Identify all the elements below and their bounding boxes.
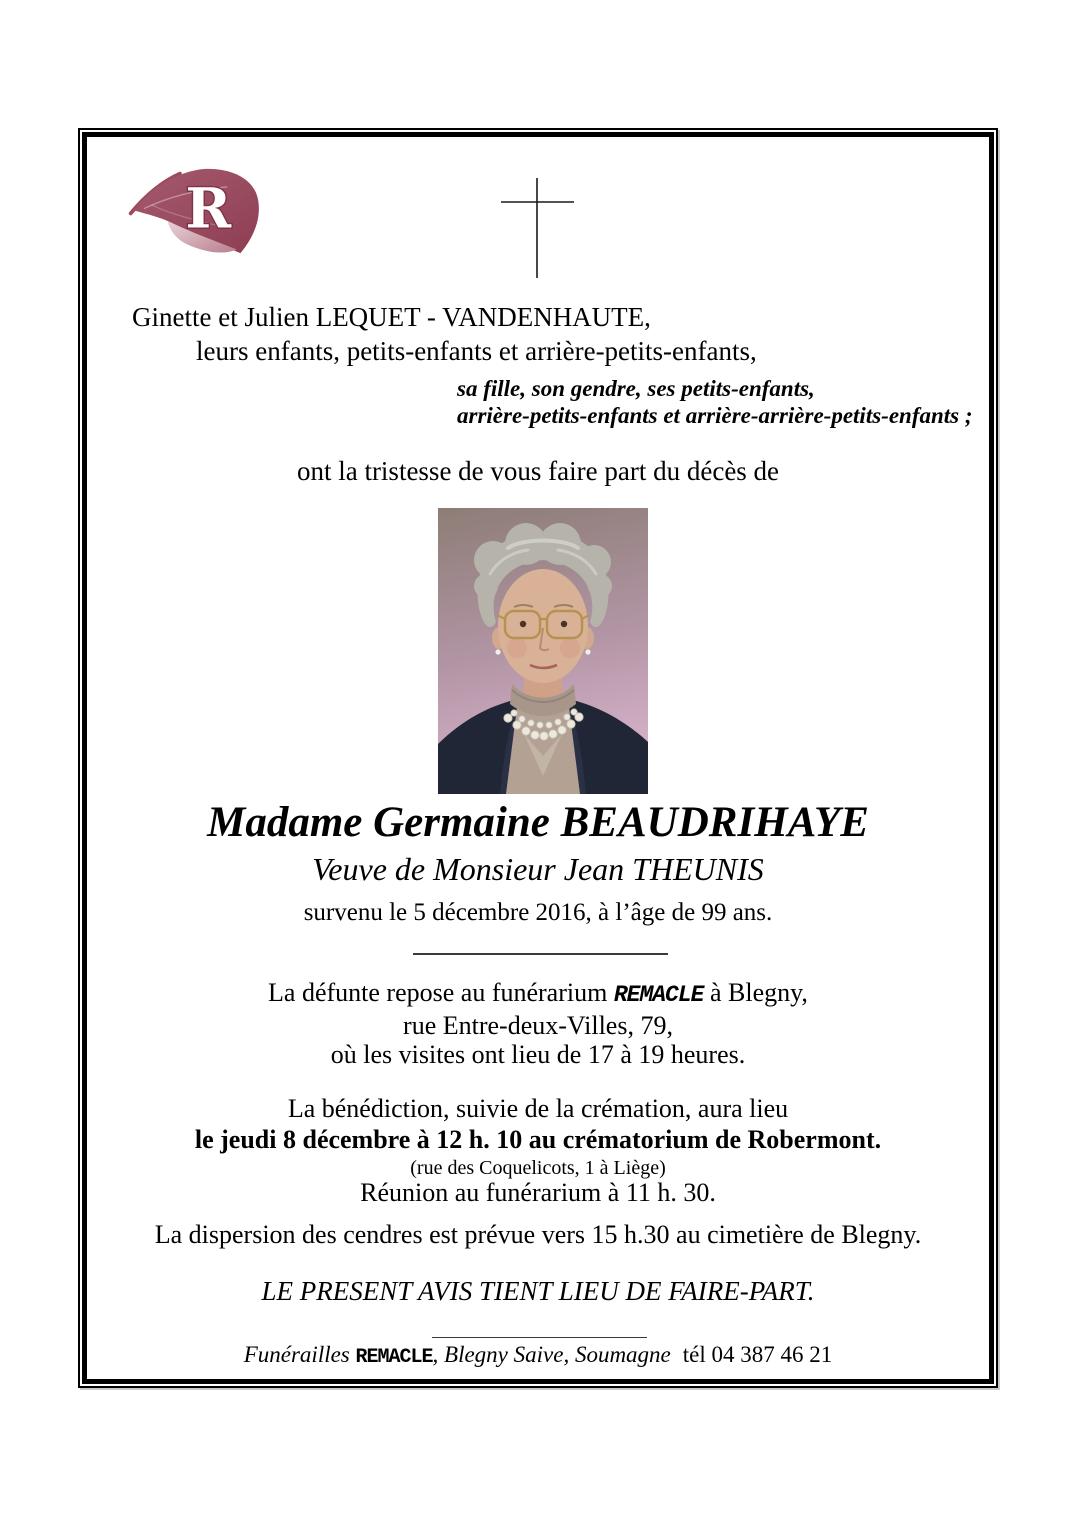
deceased-portrait-photo bbox=[438, 508, 648, 794]
logo-letter: R bbox=[185, 175, 232, 241]
family-line-2: leurs enfants, petits-enfants et arrière-petits-enfants, bbox=[196, 336, 757, 366]
footer-locations: , Blegny Saive, Soumagne bbox=[432, 1342, 671, 1367]
ceremony-line-2: le jeudi 8 décembre à 12 h. 10 au crématorium de Robermont. bbox=[194, 1125, 882, 1154]
family-line-1: Ginette et Julien LEQUET - VANDENHAUTE, bbox=[132, 302, 651, 332]
portrait-illustration bbox=[438, 508, 648, 794]
relatives-line-1: sa fille, son gendre, ses petits-enfants, bbox=[457, 376, 815, 401]
separator-line-top bbox=[413, 953, 668, 955]
faire-part-notice: LE PRESENT AVIS TIENT LIEU DE FAIRE-PART. bbox=[261, 1276, 815, 1306]
repose-line-2: rue Entre-deux-Villes, 79, bbox=[403, 1011, 673, 1040]
widow-line: Veuve de Monsieur Jean THEUNIS bbox=[312, 851, 764, 887]
footer-brand-name: REMACLE bbox=[355, 1346, 433, 1369]
repose-line-3: où les visites ont lieu de 17 à 19 heures. bbox=[330, 1040, 746, 1069]
repose-line-1-suffix: à Blegny, bbox=[703, 978, 808, 1007]
funeral-home-brand-name: REMACLE bbox=[613, 982, 704, 1008]
funeral-home-logo bbox=[125, 160, 267, 262]
footer-phone: tél 04 387 46 21 bbox=[682, 1342, 833, 1367]
separator-line-footer bbox=[432, 1337, 647, 1338]
relatives-line-2: arrière-petits-enfants et arrière-arrière-petits-enfants ; bbox=[457, 403, 973, 428]
funeral-home-footer bbox=[80, 1342, 996, 1369]
repose-line-1 bbox=[80, 978, 996, 1008]
ceremony-line-1: La bénédiction, suivie de la crémation, aura lieu bbox=[287, 1094, 789, 1123]
cross-icon bbox=[492, 174, 582, 282]
repose-line-1-prefix: La défunte repose au funérarium bbox=[268, 978, 614, 1007]
announcement-line: ont la tristesse de vous faire part du décès de bbox=[296, 456, 780, 486]
ashes-dispersion-line: La dispersion des cendres est prévue vers 15 h.30 au cimetière de Blegny. bbox=[154, 1220, 922, 1249]
death-date-line: survenu le 5 décembre 2016, à l’âge de 99 ans. bbox=[303, 899, 773, 926]
announcement-frame bbox=[78, 128, 998, 1388]
relatives-block bbox=[457, 375, 973, 429]
ceremony-line-4: Réunion au funérarium à 11 h. 30. bbox=[360, 1178, 716, 1207]
footer-prefix: Funérailles bbox=[243, 1342, 356, 1367]
ceremony-line-3: (rue des Coquelicots, 1 à Liège) bbox=[410, 1157, 666, 1179]
leaf-logo-icon bbox=[125, 160, 267, 262]
deceased-name: Madame Germaine BEAUDRIHAYE bbox=[207, 799, 869, 846]
